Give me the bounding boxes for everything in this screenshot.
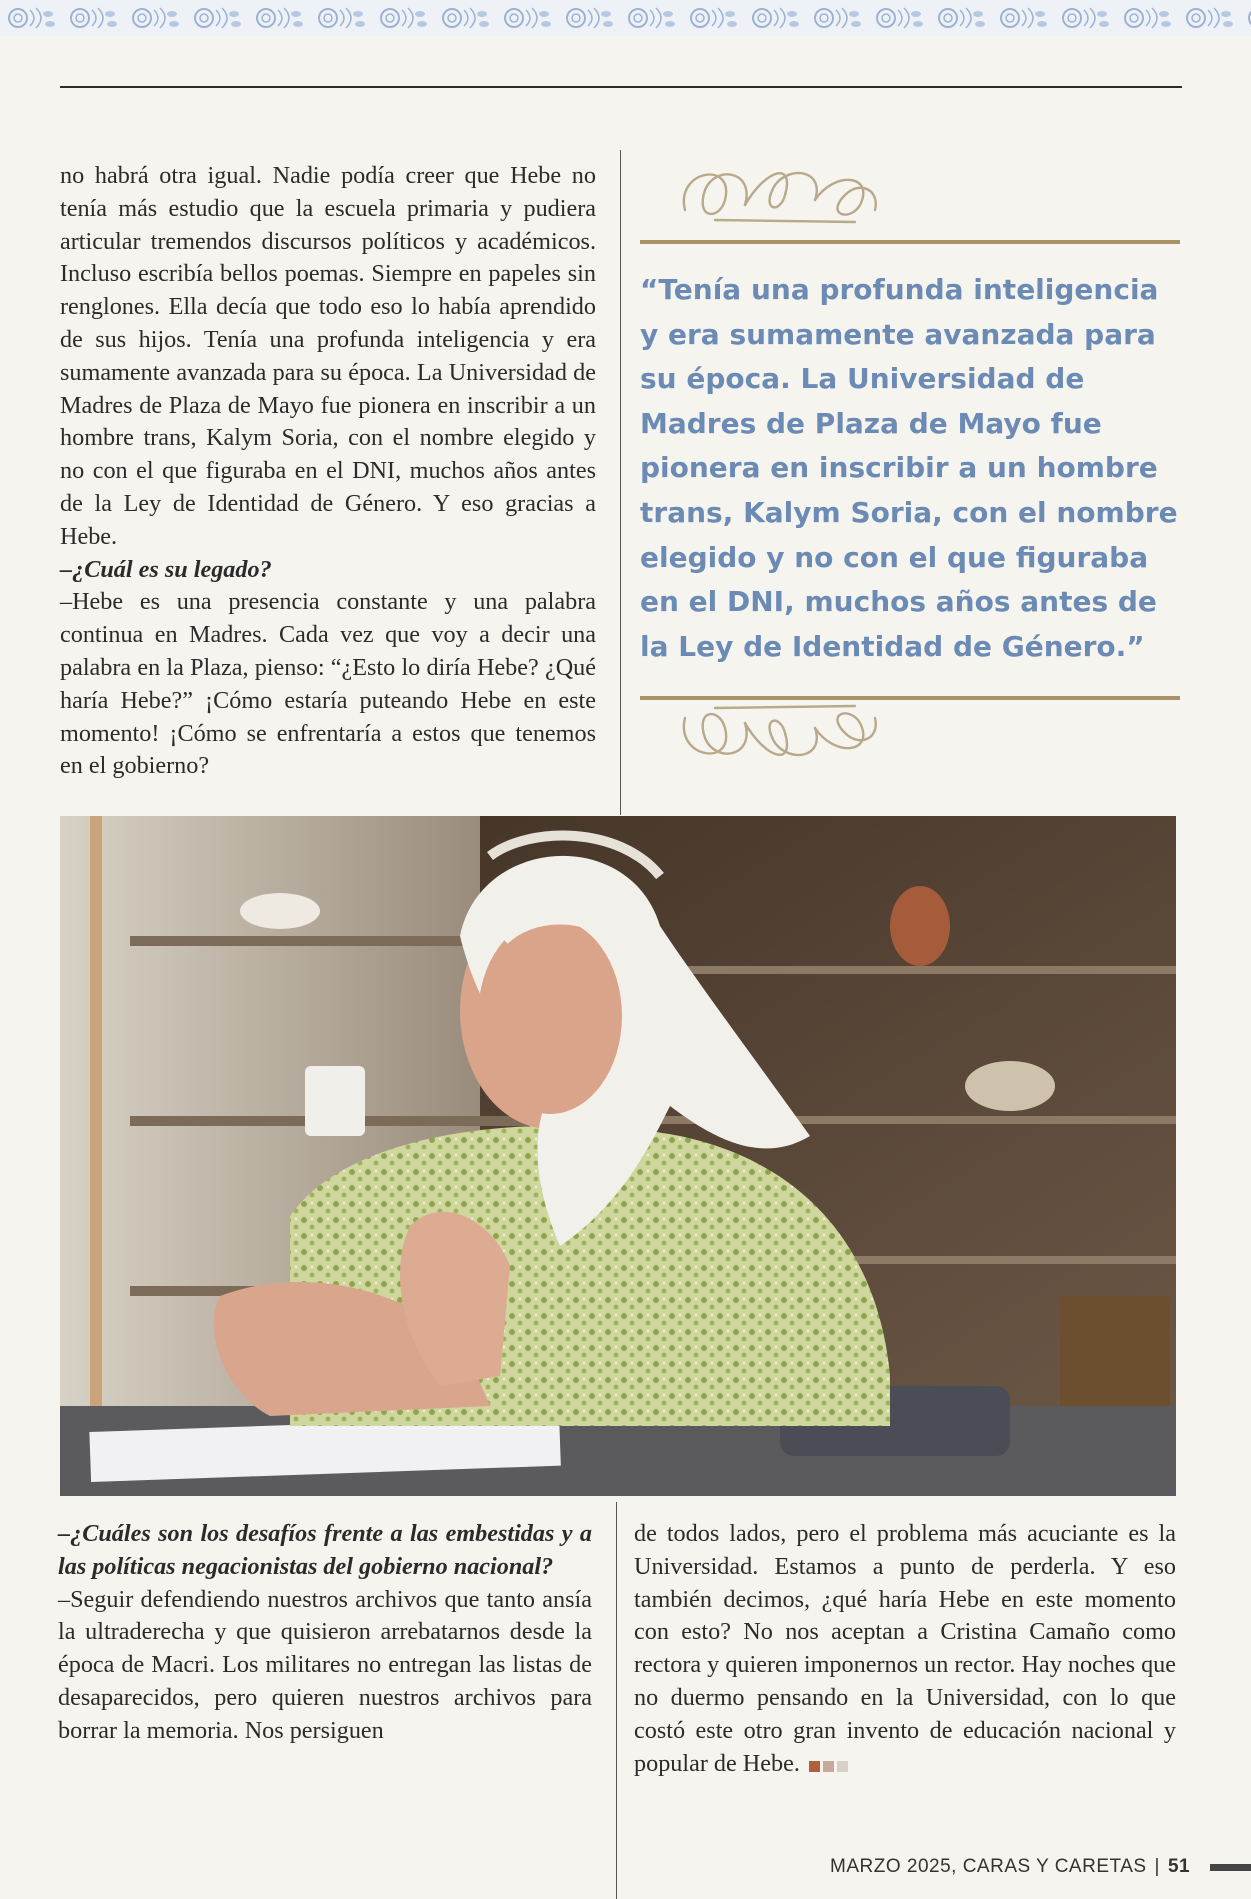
page-number: 51 (1167, 1856, 1191, 1877)
quote-rule-top (640, 240, 1180, 244)
left-text-column (60, 160, 596, 783)
pull-quote-box (640, 150, 1180, 800)
end-of-article-squares-icon (806, 1749, 848, 1782)
issue-label: MARZO 2025, CARAS Y CARETAS (830, 1856, 1147, 1877)
rose-pattern-border (0, 0, 1251, 36)
column-divider (616, 1502, 617, 1899)
interview-answer: –Hebe es una presencia constante y una palabra continua en Madres. Cada vez que voy a decir una palabra en la Plaza, pienso: “¿Esto lo diría Hebe? ¿Qué haría Hebe?” ¡Cómo estaría puteando Hebe en este momento! ¡Cómo se enfrentaría a estos que tenemos en el gobierno? (60, 588, 596, 780)
calligraphic-flourish-icon (675, 150, 885, 230)
page-footer (830, 1856, 1190, 1878)
footer-bar (1210, 1864, 1251, 1871)
header-rule (60, 86, 1182, 88)
column-divider (620, 150, 621, 815)
paragraph: no habrá otra igual. Nadie podía creer que Hebe no tenía más estudio que la escuela primaria y pudiera articular tremendos discursos políticos y académicos. Incluso escribía bellos poemas. Siempre en papeles sin renglones. Ella decía que todo eso lo había aprendido de sus hijos. Tenía una profunda inteligencia y era sumamente avanzada para su época. La Universidad de Madres de Plaza de Mayo fue pionera en inscribir a un hombre trans, Kalym Soria, con el nombre elegido y no con el que figuraba en el DNI, muchos años antes de la Ley de Identidad de Género. Y eso gracias a Hebe. (60, 162, 596, 550)
pull-quote-text: “Tenía una profunda inteligencia y era sumamente avanzada para su época. La Universidad de Madres de Plaza de Mayo fue pionera en inscribir a un hombre trans, Kalym Soria, con el nombre elegido y no con el que figuraba en el DNI, muchos años antes de la Ley de Identidad de Género.” (640, 273, 1178, 663)
interview-answer: –Seguir defendiendo nuestros archivos que tanto ansía la ultraderecha y que quisieron arrebatarnos desde la época de Macri. Los militares no entregan las listas de desaparecidos, pero quieren nuestros archivos para borrar la memoria. Nos persiguen (58, 1585, 592, 1744)
footer-separator: | (1154, 1856, 1160, 1877)
interview-question: –¿Cuáles son los desafíos frente a las embestidas y a las políticas negacionistas del gobierno nacional? (58, 1520, 592, 1580)
portrait-photo (60, 816, 1176, 1496)
interview-question: –¿Cuál es su legado? (60, 555, 272, 583)
paragraph (634, 1518, 1176, 1781)
calligraphic-flourish-icon (675, 698, 885, 778)
bottom-right-text-column (634, 1518, 1176, 1781)
paragraph-text: de todos lados, pero el problema más acuciante es la Universidad. Estamos a punto de perderla. Y eso también decimos, ¿qué haría Hebe en este momento con esto? No nos aceptan a Cristina Camaño como rectora y quieren imponernos un rector. Hay noches que no duermo pensando en la Universidad, con lo que costó este otro gran invento de educación nacional y popular de Hebe. (634, 1520, 1177, 1777)
bottom-left-text-column (58, 1518, 592, 1748)
